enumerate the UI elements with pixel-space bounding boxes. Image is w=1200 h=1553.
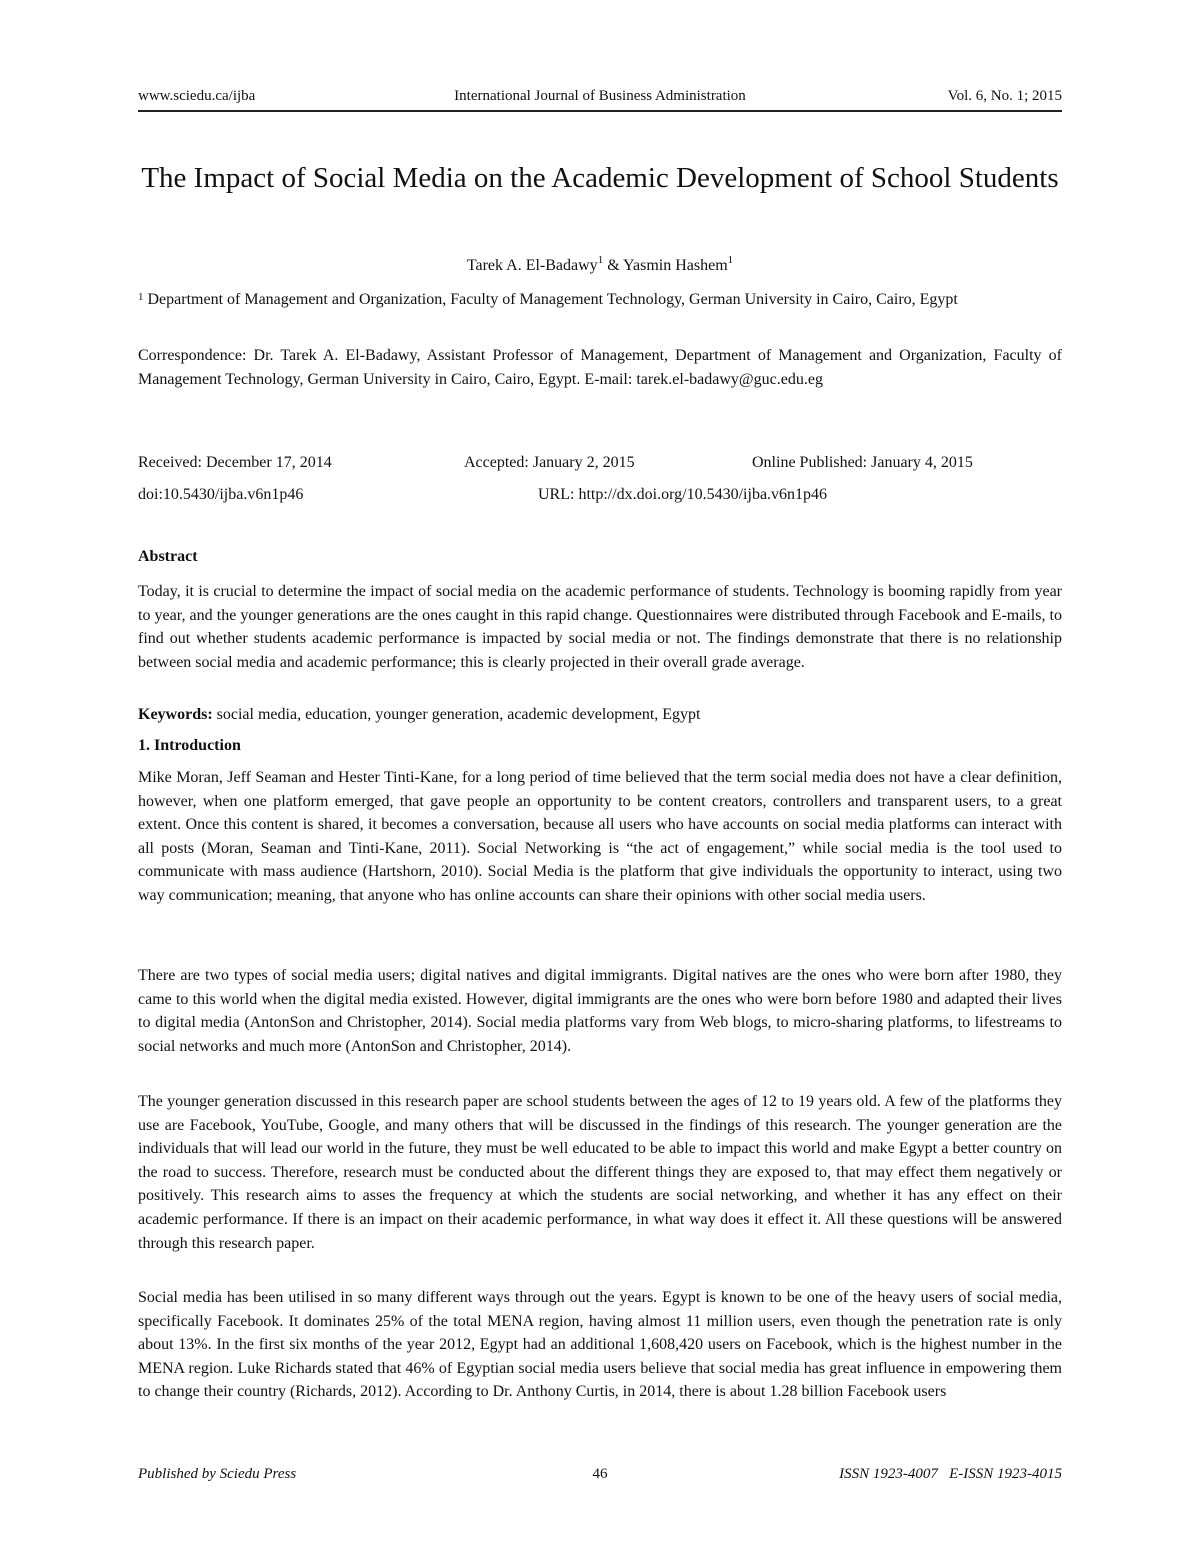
author-line bbox=[138, 254, 1062, 275]
paper-title: The Impact of Social Media on the Academic Development of School Students bbox=[141, 162, 1059, 194]
abstract-text: Today, it is crucial to determine the impact of social media on the academic performance of students. Technology is booming rapidly from year to year, and the younger generations are the ones caught in this rapid change. Questionnaires were distributed through Facebook and E-mails, to find out whether students academic performance is impacted by social media or not. The findings demonstrate that there is no relationship between social media and academic performance; this is clearly projected in their overall grade average. bbox=[138, 583, 1062, 671]
journal-name: International Journal of Business Administration bbox=[454, 88, 746, 104]
author-name: Yasmin Hashem bbox=[623, 257, 728, 274]
doi: doi:10.5430/ijba.v6n1p46 bbox=[138, 486, 304, 503]
author-separator: & bbox=[603, 257, 624, 274]
affiliation-marker: 1 bbox=[597, 254, 604, 266]
keywords-label: Keywords: bbox=[138, 706, 213, 723]
accepted-date: Accepted: January 2, 2015 bbox=[464, 454, 635, 471]
received-date: Received: December 17, 2014 bbox=[138, 454, 332, 471]
body-paragraph: Social media has been utilised in so many different ways through out the years. Egypt is known to be one of the heavy users of social media, specifically Facebook. It dominates 25% of the total MENA region, having almost 11 million users, even though the penetration rate is only about 13%. In the first six months of the year 2012, Egypt had an additional 1,608,420 users on Facebook, which is the highest number in the MENA region. Luke Richards stated that 46% of Egyptian social media users believe that social media has great influence in empowering them to change their country (Richards, 2012). According to Dr. Anthony Curtis, in 2014, there is about 1.28 billion Facebook users bbox=[138, 1289, 1062, 1401]
affiliation bbox=[138, 288, 1062, 312]
volume-info: Vol. 6, No. 1; 2015 bbox=[947, 88, 1062, 104]
journal-url: www.sciedu.ca/ijba bbox=[138, 88, 256, 104]
page-number: 46 bbox=[592, 1466, 608, 1482]
running-header bbox=[138, 88, 1062, 112]
doi-url[interactable]: URL: http://dx.doi.org/10.5430/ijba.v6n1p46 bbox=[538, 486, 828, 503]
affiliation-marker: 1 bbox=[727, 254, 734, 266]
doi-row bbox=[138, 486, 1062, 508]
keywords-text: social media, education, younger generation, academic development, Egypt bbox=[212, 706, 701, 723]
page-footer bbox=[138, 1466, 1062, 1488]
correspondence: Correspondence: Dr. Tarek A. El-Badawy, Assistant Professor of Management, Department of Management and Organization, Faculty of Management Technology, German University in Cairo, Cairo, Egypt. E-mail: tarek.el-badawy@guc.edu.eg bbox=[138, 347, 1062, 388]
body-paragraph: Mike Moran, Jeff Seaman and Hester Tinti-Kane, for a long period of time believed that the term social media does not have a clear definition, however, when one platform emerged, that gave people an opportunity to be content creators, controllers and transparent users, to a great extent. Once this content is shared, it becomes a conversation, because all users who have accounts on social media platforms can interact with all posts (Moran, Seaman and Tinti-Kane, 2011). Social Networking is “the act of engagement,” while social media is the tool used to communicate with mass audience (Hartshorn, 2010). Social Media is the platform that give individuals the opportunity to interact, using two way communication; meaning, that anyone who has online accounts can share their opinions with other social media users. bbox=[138, 769, 1062, 904]
abstract-heading: Abstract bbox=[138, 548, 198, 565]
keywords bbox=[138, 706, 1062, 724]
affiliation-text: Department of Management and Organization, Faculty of Management Technology, German University in Cairo, Cairo, Egypt bbox=[147, 291, 958, 308]
body-paragraph: There are two types of social media users; digital natives and digital immigrants. Digital natives are the ones who were born after 1980, they came to this world when the digital media existed. However, digital immigrants are the ones who were born before 1980 and adapted their lives to digital media (AntonSon and Christopher, 2014). Social media platforms vary from Web blogs, to micro-sharing platforms, to lifestreams to social networks and much more (AntonSon and Christopher, 2014). bbox=[138, 967, 1062, 1055]
author-name: Tarek A. El-Badawy bbox=[466, 257, 598, 274]
body-paragraph: The younger generation discussed in this research paper are school students between the ages of 12 to 19 years old. A few of the platforms they use are Facebook, YouTube, Google, and many others that will be discussed in the findings of this research. The younger generation are the individuals that will lead our world in the future, they must be well educated to be able to impact this world and make Egypt a better country on the road to success. Therefore, research must be conducted about the different things they are exposed to, that may effect them negatively or positively. This research aims to asses the frequency at which the students are social networking, and whether it has any effect on their academic performance. If there is an impact on their academic performance, in what way does it effect it. All these questions will be answered through this research paper. bbox=[138, 1093, 1062, 1252]
affiliation-number: 1 bbox=[138, 291, 144, 303]
published-date: Online Published: January 4, 2015 bbox=[752, 454, 973, 471]
section-heading: 1. Introduction bbox=[138, 737, 241, 754]
issn: ISSN 1923-4007 E-ISSN 1923-4015 bbox=[839, 1466, 1062, 1482]
publication-dates bbox=[138, 454, 1062, 476]
publisher: Published by Sciedu Press bbox=[138, 1466, 297, 1482]
